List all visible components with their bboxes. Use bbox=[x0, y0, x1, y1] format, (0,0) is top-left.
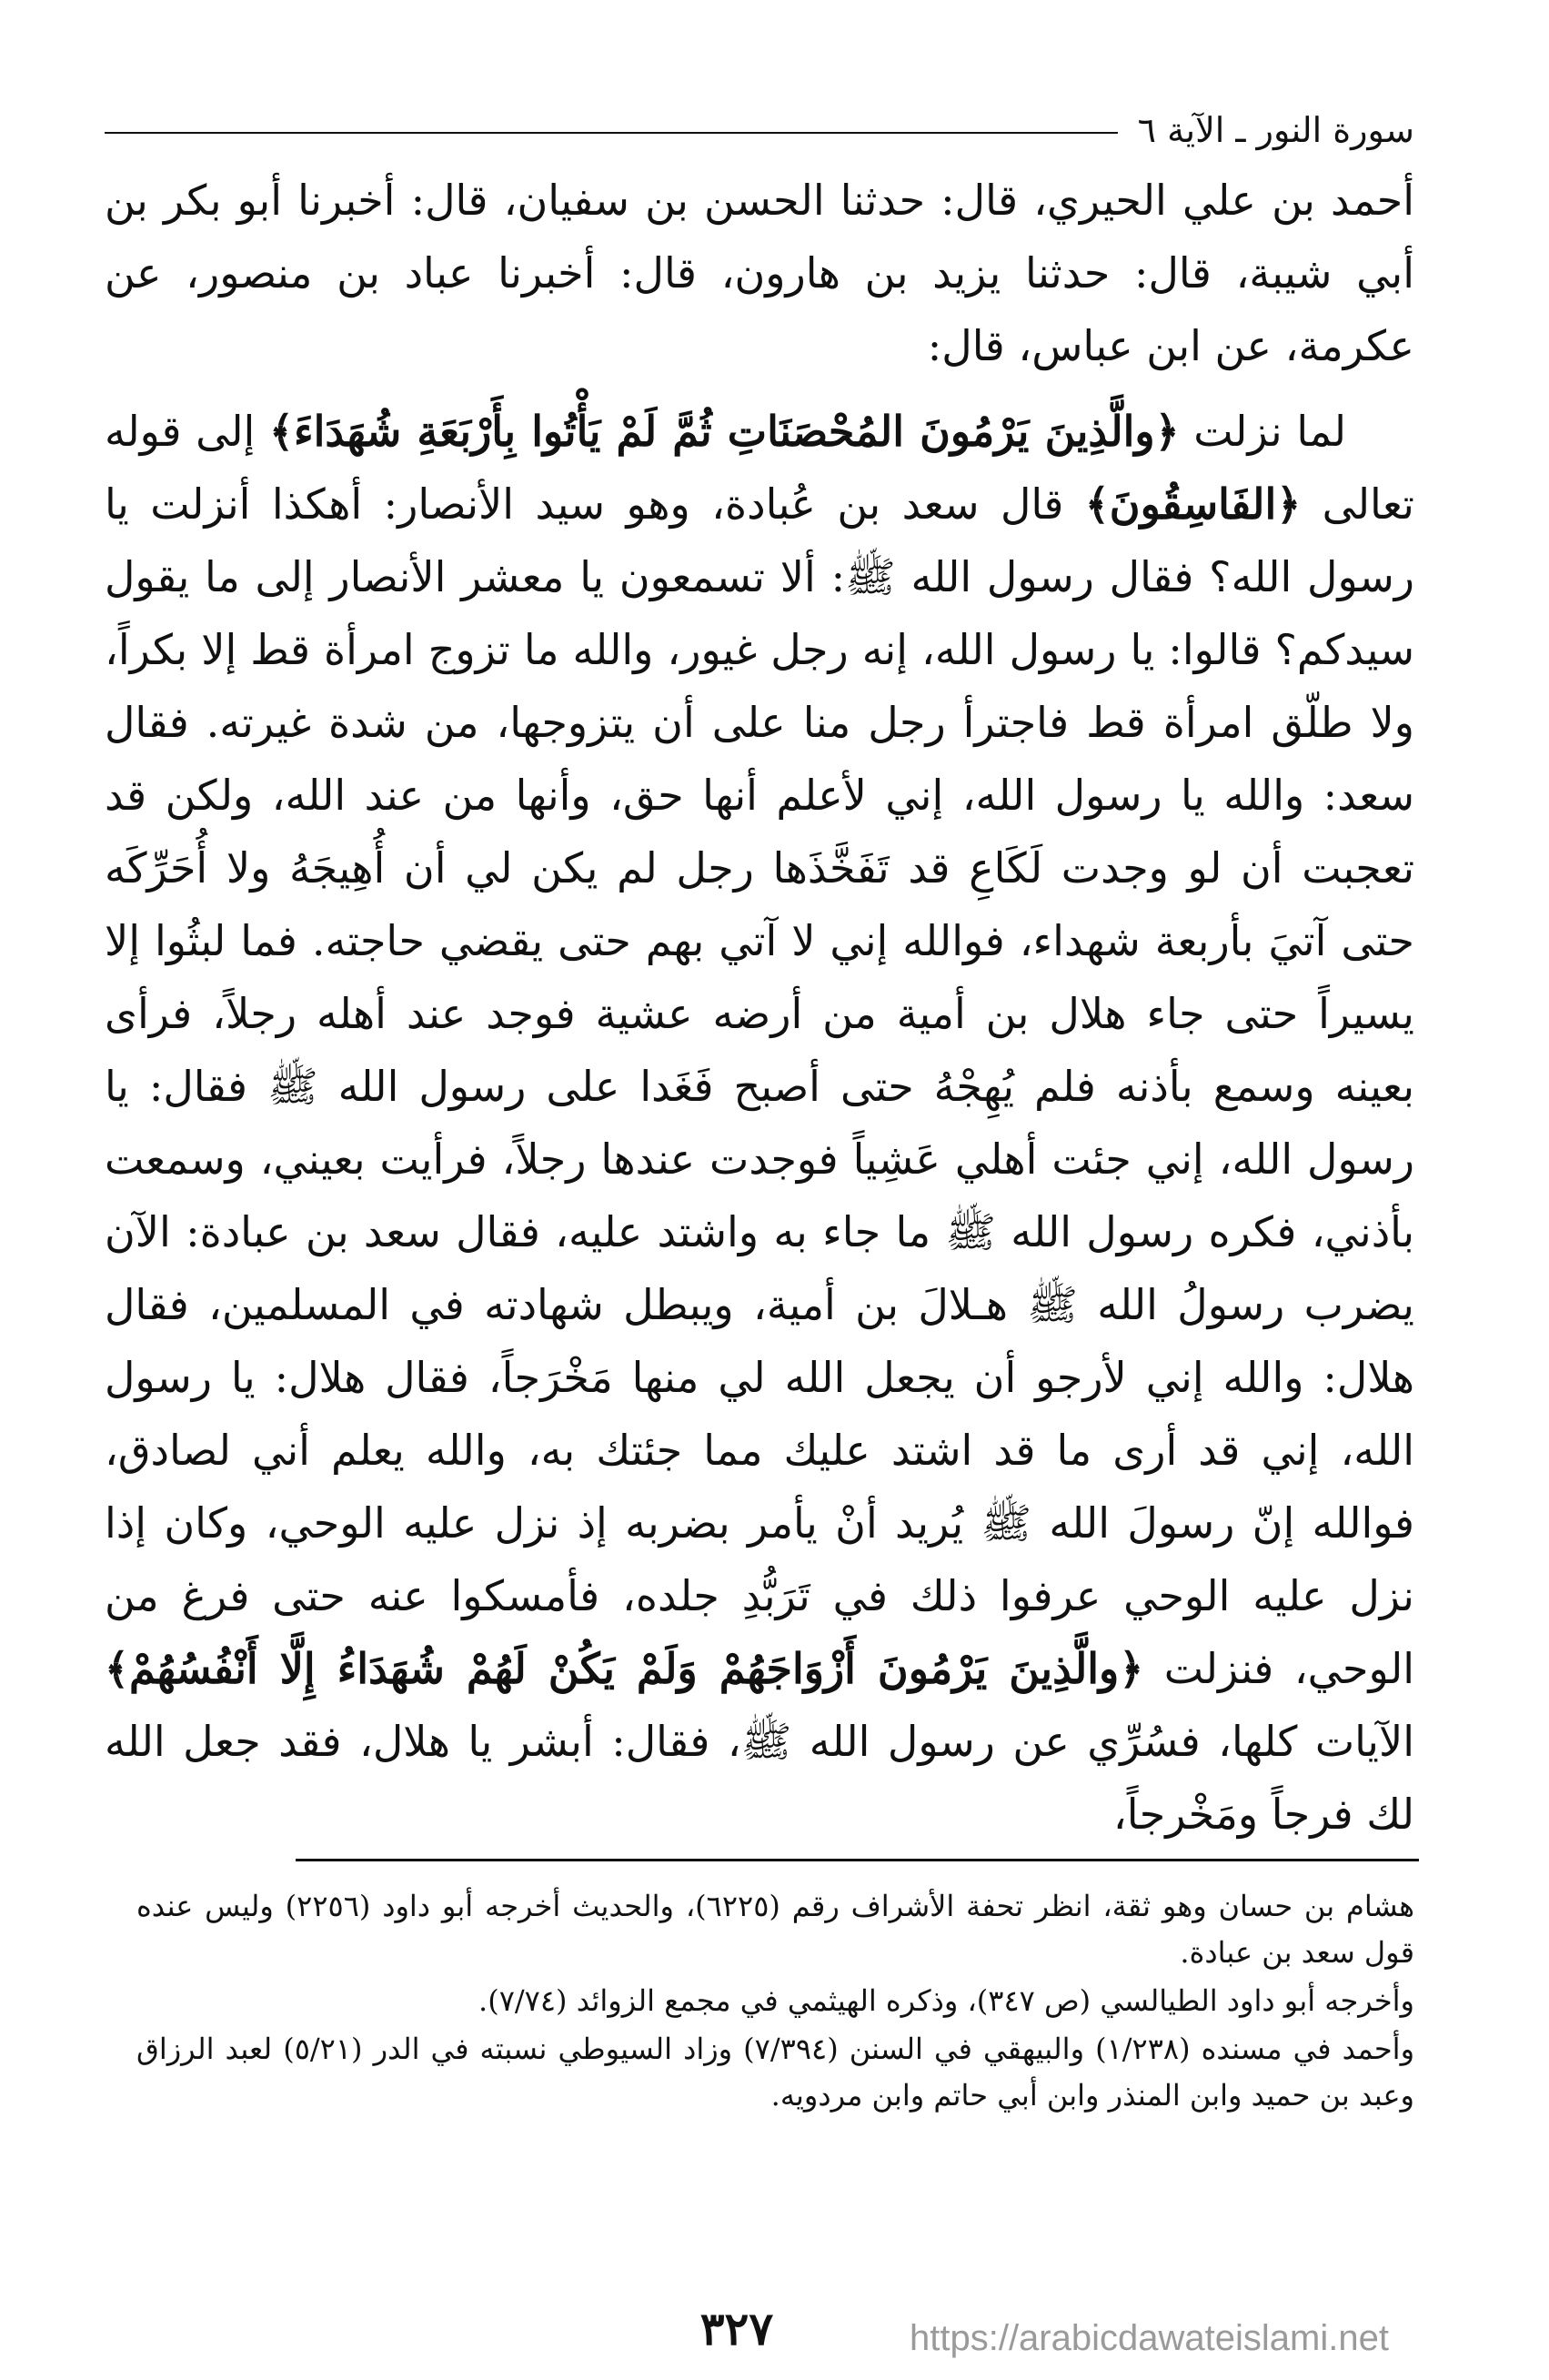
paragraph bbox=[105, 395, 1414, 1851]
footnote: وأحمد في مسنده (١/٢٣٨) والبيهقي في السنن (٧/٣٩٤) وزاد السيوطي نسبته في الدر (٥/٢١) لعبد الرزاق وعبد بن حميد وابن المنذر وابن أبي حاتم وابن مردويه. bbox=[136, 2032, 1415, 2113]
header-rule bbox=[105, 132, 1118, 134]
page-number: ٣٢٧ bbox=[699, 2302, 774, 2355]
main-text bbox=[105, 164, 1414, 1851]
quran-verse: ﴿والَّذِينَ يَرْمُونَ أَزْوَاجَهُمْ وَلَمْ يَكُنْ لَهُمْ شُهَدَاءُ إِلَّا أَنْفُسُهُمْ﴾ bbox=[105, 1644, 1144, 1693]
quran-verse: ﴿والَّذِينَ يَرْمُونَ المُحْصَنَاتِ ثُمَّ لَمْ يَأْتُوا بِأَرْبَعَةِ شُهَدَاءَ﴾ bbox=[269, 407, 1180, 456]
footnote-separator bbox=[296, 1859, 1419, 1861]
paragraph-text: إلى قوله تعالى bbox=[105, 407, 1414, 529]
watermark-url: https://arabicdawateislami.net bbox=[910, 2318, 1389, 2358]
footnote: هشام بن حسان وهو ثقة، انظر تحفة الأشراف رقم (٦٢٢٥)، والحديث أخرجه أبو داود (٢٢٥٦) وليس عنده قول سعد بن عبادة. bbox=[136, 1889, 1415, 1970]
footnotes bbox=[136, 1883, 1414, 2119]
paragraph-text: قال سعد بن عُبادة، وهو سيد الأنصار: أهكذا أنزلت يا رسول الله؟ فقال رسول الله ﷺ: ألا تسمعون يا معشر الأنصار إلى ما يقول سيدكم؟ قالوا: يا رسول الله، إنه رجل غيور، والله ما تزوج امرأة قط إلا بكراً، ولا طلّق امرأة قط فاجترأ رجل منا على أن يتزوجها، من شدة غيرته. فقال سعد: والله يا رسول الله، إني لأعلم أنها حق، وأنها من عند الله، ولكن قد تعجبت أن لو وجدت لَكَاعِ قد تَفَخَّذَها رجل لم يكن لي أن أُهِيجَهُ ولا أُحَرِّكَه حتى آتيَ بأربعة شهداء، فوالله إني لا آتي بهم حتى يقضي حاجته. فما لبثُوا إلا يسيراً حتى جاء هلال بن أمية من أرضه عشية فوجد عند أهله رجلاً، فرأى بعينه وسمع بأذنه فلم يُهِجْهُ حتى أصبح فَغَدا على رسول الله ﷺ فقال: يا رسول الله، إني جئت أهلي عَشِياً فوجدت عندها رجلاً، فرأيت بعيني، وسمعت بأذني، فكره رسول الله ﷺ ما جاء به واشتد عليه، فقال سعد بن عبادة: الآن يضرب رسولُ الله ﷺ هـلالَ بن أمية، ويبطل شهادته في المسلمين، فقال هلال: والله إني لأرجو أن يجعل الله لي منها مَخْرَجاً، فقال هلال: يا رسول الله، إني قد أرى ما قد اشتد عليك مما جئتك به، والله يعلم أني لصادق، فوالله إنّ رسولَ الله ﷺ يُريد أنْ يأمر بضربه إذ نزل عليه الوحي، وكان إذا نزل عليه الوحي عرفوا ذلك في تَرَبُّدِ جلده، فأمسكوا عنه حتى فرغ من الوحي، فنزلت bbox=[105, 479, 1415, 1693]
running-header bbox=[105, 107, 1414, 153]
paragraph bbox=[105, 164, 1414, 382]
paragraph-text: أحمد بن علي الحيري، قال: حدثنا الحسن بن سفيان، قال: أخبرنا أبو بكر بن أبي شيبة، قال: حدثنا يزيد بن هارون، قال: أخبرنا عباد بن منصور، عن عكرمة، عن ابن عباس، قال: bbox=[105, 176, 1414, 370]
paragraph-text: الآيات كلها، فسُرِّي عن رسول الله ﷺ، فقال: أبشر يا هلال، فقد جعل الله لك فرجاً ومَخْرجاً، bbox=[105, 1717, 1414, 1839]
surah-title: سورة النور ـ الآية ٦ bbox=[1137, 110, 1414, 150]
footnote: وأخرجه أبو داود الطيالسي (ص ٣٤٧)، وذكره الهيثمي في مجمع الزوائد (٧/٧٤). bbox=[478, 1983, 1414, 2018]
paragraph-text: لما نزلت bbox=[1179, 407, 1346, 456]
quran-verse: ﴿الفَاسِقُونَ﴾ bbox=[1084, 479, 1302, 529]
